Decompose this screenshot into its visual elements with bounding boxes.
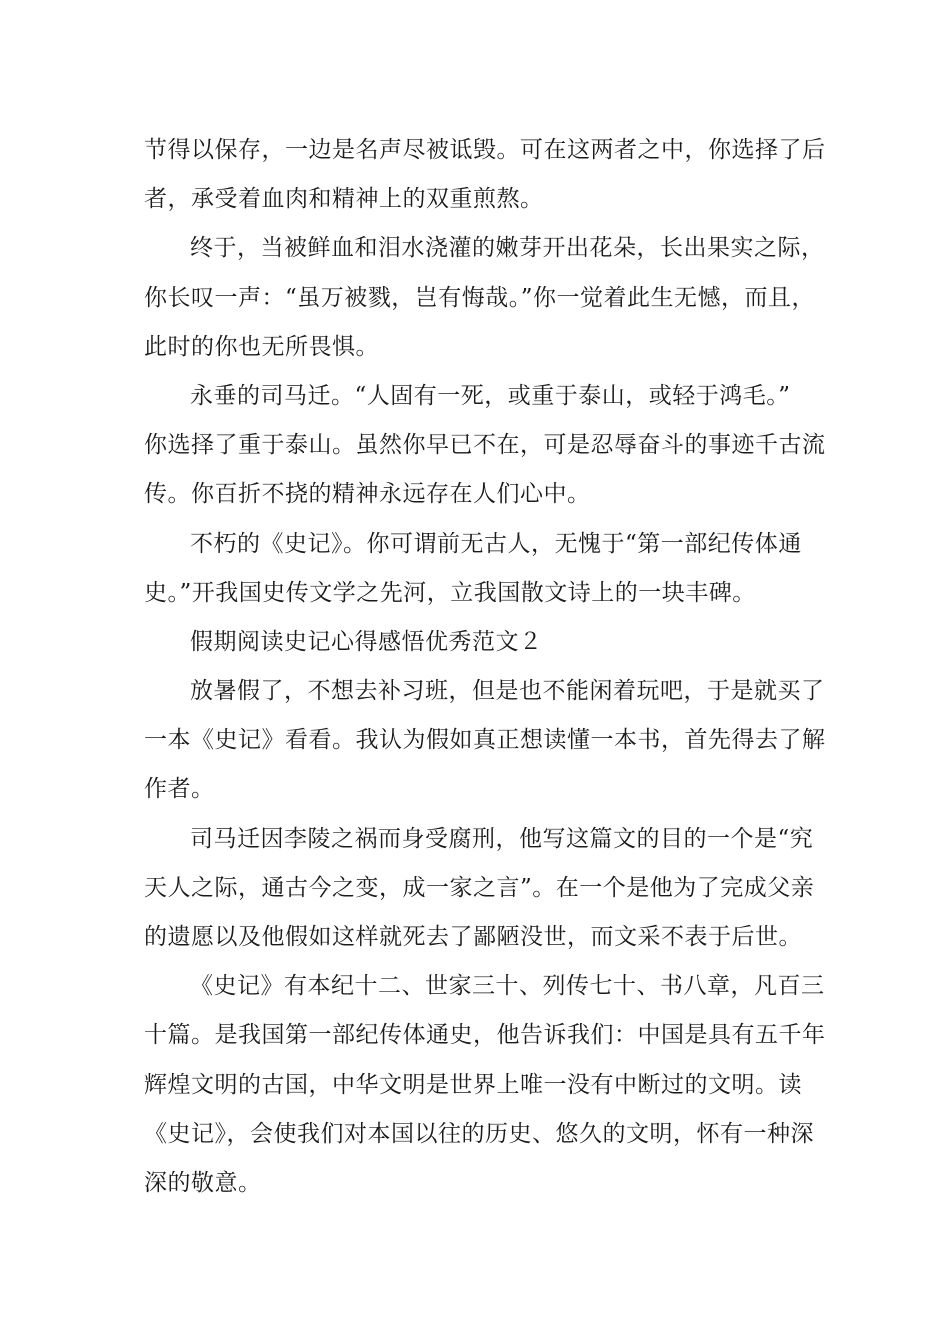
text-line: 放暑假了，不想去补习班，但是也不能闲着玩吧，于是就买了 (190, 678, 825, 705)
text-line: 你选择了重于泰山。虽然你早已不在，可是忍辱奋斗的事迹千古流 (144, 432, 826, 459)
text-line: 节得以保存，一边是名声尽被诋毁。可在这两者之中，你选择了后 (144, 137, 826, 163)
text-line: 不朽的《史记》。你可谓前无古人，无愧于“第一部纪传体通 (190, 530, 802, 557)
text-line: 作者。 (144, 776, 215, 803)
text-line: 你长叹一声：“虽万被戮，岂有悔哉。”你一觉着此生无憾，而且， (144, 284, 816, 311)
text-line: 一本《史记》看看。我认为假如真正想读懂一本书，首先得去了解 (144, 727, 826, 754)
text-line: 传。你百折不挠的精神永远存在人们心中。 (144, 481, 591, 508)
text-line: 的遗愿以及他假如这样就死去了鄙陋没世，而文采不表于后世。 (144, 924, 802, 950)
text-line: 辉煌文明的古国，中华文明是世界上唯一没有中断过的文明。读 (144, 1071, 802, 1098)
text-line: 史。”开我国史传文学之先河，立我国散文诗上的一块丰碑。 (144, 579, 756, 606)
text-line: 终于，当被鲜血和泪水浇灌的嫩芽开出花朵，长出果实之际， (190, 235, 825, 262)
text-line: 天人之际，通古今之变，成一家之言”。在一个是他为了完成父亲 (144, 874, 815, 901)
text-line: 十篇。是我国第一部纪传体通史，他告诉我们：中国是具有五千年 (144, 1022, 826, 1049)
text-line: 深的敬意。 (144, 1169, 262, 1196)
text-line: 《史记》，会使我们对本国以往的历史、悠久的文明，怀有一种深 (144, 1120, 814, 1147)
section-heading: 假期阅读史记心得感悟优秀范文２ (190, 628, 543, 655)
text-line: 永垂的司马迁。“人固有一死，或重于泰山，或轻于鸿毛。” (190, 382, 791, 409)
text-line: 此时的你也无所畏惧。 (144, 333, 379, 360)
body-text (144, 126, 824, 1208)
text-line: 《史记》有本纪十二、世家三十、列传七十、书八章，凡百三 (190, 973, 825, 1000)
text-line: 司马迁因李陵之祸而身受腐刑，他写这篇文的目的一个是“究 (190, 825, 814, 852)
text-line: 者，承受着血肉和精神上的双重煎熬。 (144, 186, 544, 213)
